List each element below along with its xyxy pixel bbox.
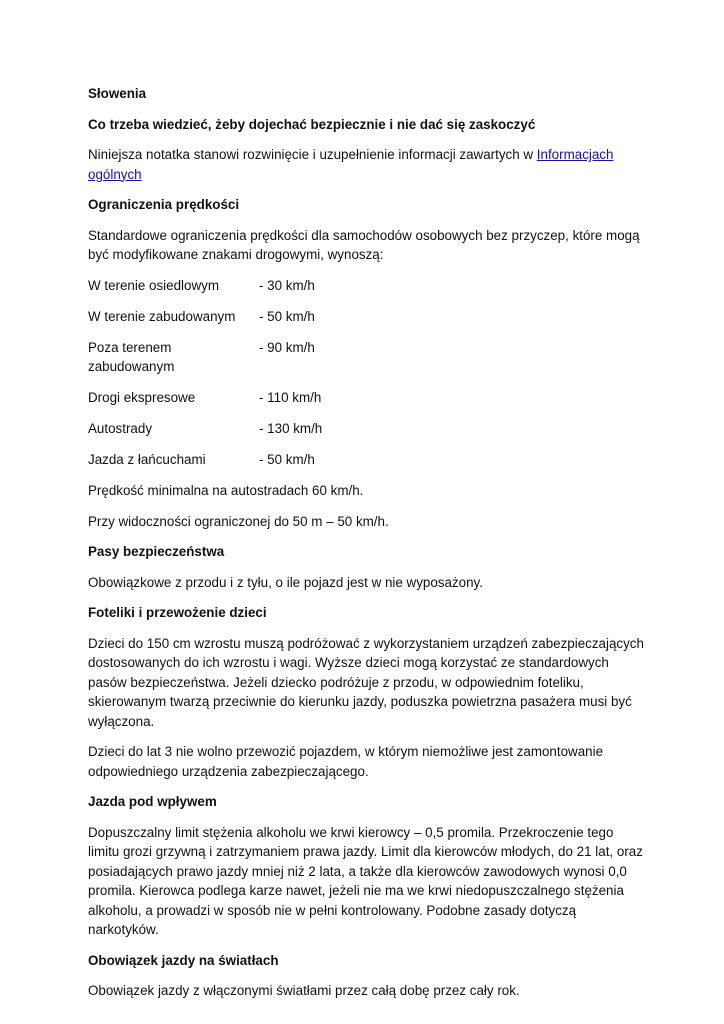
child-seats-paragraph-1: Dzieci do 150 cm wzrostu muszą podróżować z wykorzystaniem urządzeń zabezpieczających dostosowanych do ich wzrostu i wagi. Wyższe dzieci mogą korzystać ze standardowych pasów bezpieczeństwa. Jeżeli dziecko podróżuje z przodu, w odpowiednim foteliku, skierowanym twarzą przeciwnie do kierunku jazdy, poduszka powietrzna pasażera musi być wyłączona. xyxy=(88,635,644,729)
child-seats-heading: Foteliki i przewożenie dzieci xyxy=(88,605,267,620)
seatbelts-text: Obowiązkowe z przodu i z tyłu, o ile pojazd jest w nie wyposażony. xyxy=(88,574,483,590)
speed-limit-row xyxy=(88,276,648,296)
speed-limit-value: - 110 km/h xyxy=(259,390,322,405)
speed-limit-value: - 30 km/h xyxy=(259,277,315,293)
intro-text: Niniejsza notatka stanowi rozwinięcie i uzupełnienie informacji zawartych w xyxy=(88,147,537,162)
speed-limit-row xyxy=(88,450,648,470)
speed-limit-row xyxy=(88,388,648,408)
speed-limit-label: W terenie osiedlowym xyxy=(88,277,219,293)
document-title: Słowenia xyxy=(88,86,147,101)
general-info-link[interactable]: Informacjach ogólnych xyxy=(88,147,614,182)
speed-limit-label: W terenie zabudowanym xyxy=(88,308,236,324)
speed-limit-row xyxy=(88,338,648,377)
intro-paragraph xyxy=(88,145,648,184)
speed-limit-value: - 50 km/h xyxy=(259,308,315,324)
dui-text: Dopuszczalny limit stężenia alkoholu we krwi kierowcy – 0,5 promila. Przekroczenie tego limitu grozi grzywną i zatrzymaniem prawa jazdy. Limit dla kierowców młodych, do 21 lat, oraz posiadających prawo jazdy mniej niż 2 lata, a także dla kierowców zawodowych wynosi 0,0 promila. Kierowca podlega karze nawet, jeżeli nie ma we krwi niedopuszczalnego stężenia alkoholu, a prowadzi w sposób nie w pełni kontrolowany. Podobne zasady dotyczą narkotyków. xyxy=(88,824,643,937)
minimum-speed-text: Prędkość minimalna na autostradach 60 km/h. xyxy=(88,483,364,498)
child-seats-paragraph-2: Dzieci do lat 3 nie wolno przewozić pojazdem, w którym niemożliwe jest zamontowanie odpowiedniego urządzenia zabezpieczającego. xyxy=(88,744,604,779)
speed-limit-value: - 90 km/h xyxy=(259,339,315,355)
speed-limit-row xyxy=(88,419,648,439)
headlights-text: Obowiązek jazdy z włączonymi światłami przez całą dobę przez cały rok. xyxy=(88,983,520,998)
speed-limit-label: Jazda z łańcuchami xyxy=(88,452,206,467)
document-page xyxy=(88,84,648,1012)
visibility-limit-text: Przy widoczności ograniczonej do 50 m – 50 km/h. xyxy=(88,513,389,529)
seatbelts-heading: Pasy bezpieczeństwa xyxy=(88,544,225,559)
speed-limit-value: - 50 km/h xyxy=(259,452,315,467)
headlights-heading: Obowiązek jazdy na światłach xyxy=(88,952,279,968)
speed-limit-label: Autostrady xyxy=(88,421,153,436)
speed-limits-intro: Standardowe ograniczenia prędkości dla samochodów osobowych bez przyczep, które mogą być modyfikowane znakami drogowymi, wynoszą: xyxy=(88,227,640,262)
speed-limit-row xyxy=(88,307,648,327)
dui-heading: Jazda pod wpływem xyxy=(88,794,217,809)
document-subtitle: Co trzeba wiedzieć, żeby dojechać bezpiecznie i nie dać się zaskoczyć xyxy=(88,116,536,132)
speed-limits-heading: Ograniczenia prędkości xyxy=(88,197,240,212)
speed-limit-value: - 130 km/h xyxy=(259,421,323,436)
speed-limit-label: Poza terenem zabudowanym xyxy=(88,339,175,374)
speed-limit-label: Drogi ekspresowe xyxy=(88,390,196,405)
